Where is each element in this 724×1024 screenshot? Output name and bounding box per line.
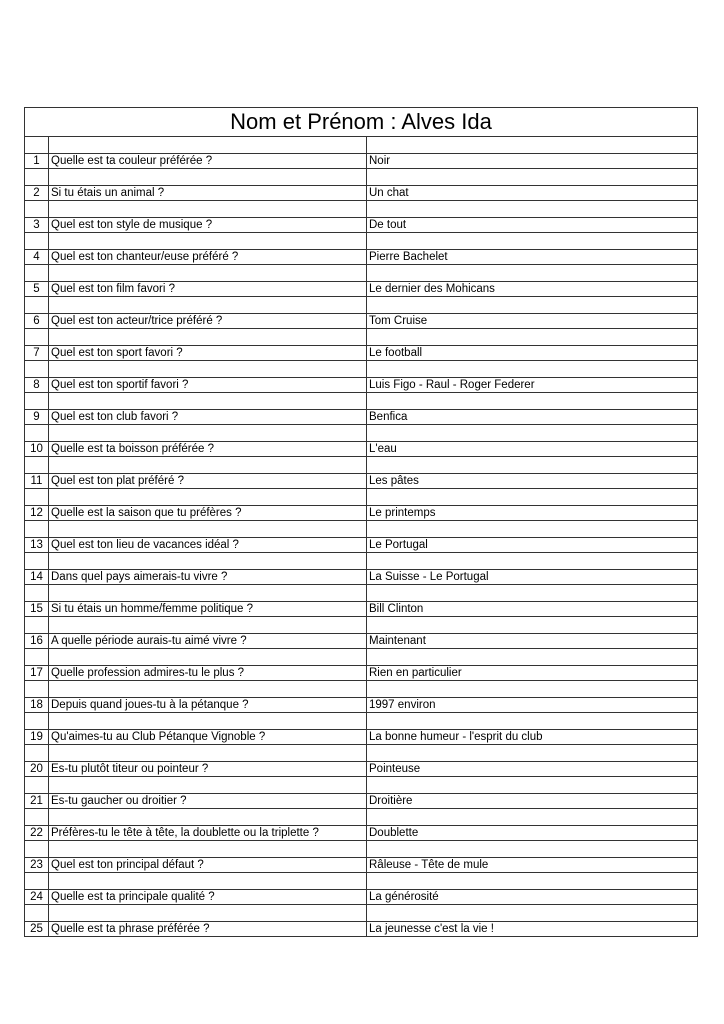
question-text: Si tu étais un animal ? [49,186,367,201]
table-row [25,538,698,553]
table-row [25,922,698,937]
title-row [25,108,698,137]
empty-cell [49,425,367,442]
answer-text: Bill Clinton [367,602,698,617]
answer-text: Maintenant [367,634,698,649]
empty-cell [25,521,49,538]
empty-cell [25,457,49,474]
empty-cell [367,393,698,410]
question-text: Quelle est la saison que tu préfères ? [49,506,367,521]
question-text: Depuis quand joues-tu à la pétanque ? [49,698,367,713]
empty-cell [25,585,49,602]
spacer-row [25,553,698,570]
empty-cell [367,841,698,858]
question-number: 11 [25,474,49,489]
question-text: Préfères-tu le tête à tête, la doublette ou la triplette ? [49,826,367,841]
question-text: Quel est ton club favori ? [49,410,367,425]
empty-cell [49,745,367,762]
answer-text: Noir [367,154,698,169]
answer-text: La Suisse - Le Portugal [367,570,698,585]
question-number: 2 [25,186,49,201]
answer-text: La jeunesse c'est la vie ! [367,922,698,937]
spacer-row [25,233,698,250]
empty-cell [367,297,698,314]
spacer-row [25,521,698,538]
table-row [25,218,698,233]
question-text: Quel est ton principal défaut ? [49,858,367,873]
spacer-row [25,457,698,474]
question-number: 5 [25,282,49,297]
empty-cell [367,489,698,506]
table-row [25,378,698,393]
spacer-row [25,681,698,698]
empty-cell [367,201,698,218]
table-row [25,634,698,649]
empty-cell [25,265,49,282]
table-row [25,314,698,329]
question-text: Quel est ton plat préféré ? [49,474,367,489]
empty-cell [367,457,698,474]
table-row [25,826,698,841]
spacer-row [25,713,698,730]
empty-cell [49,777,367,794]
question-number: 13 [25,538,49,553]
empty-cell [367,873,698,890]
empty-cell [367,233,698,250]
empty-cell [367,361,698,378]
empty-cell [367,329,698,346]
spacer-row [25,841,698,858]
empty-cell [49,265,367,282]
empty-cell [367,617,698,634]
question-text: Quelle est ta boisson préférée ? [49,442,367,457]
answer-text: Tom Cruise [367,314,698,329]
empty-cell [25,361,49,378]
answer-text: De tout [367,218,698,233]
empty-cell [49,201,367,218]
empty-cell [25,137,49,154]
answer-text: Benfica [367,410,698,425]
spacer-row [25,873,698,890]
empty-cell [367,585,698,602]
empty-cell [49,521,367,538]
question-number: 1 [25,154,49,169]
spacer-row [25,649,698,666]
empty-cell [25,553,49,570]
empty-cell [25,169,49,186]
empty-cell [49,329,367,346]
empty-cell [367,905,698,922]
answer-text: Pierre Bachelet [367,250,698,265]
empty-cell [49,905,367,922]
table-row [25,666,698,681]
page-title: Nom et Prénom : Alves Ida [25,108,698,137]
empty-cell [25,329,49,346]
question-number: 8 [25,378,49,393]
table-row [25,410,698,425]
spacer-row [25,777,698,794]
answer-text: L'eau [367,442,698,457]
question-number: 14 [25,570,49,585]
question-text: Quelle est ta principale qualité ? [49,890,367,905]
empty-cell [367,169,698,186]
question-number: 24 [25,890,49,905]
empty-cell [49,137,367,154]
table-row [25,794,698,809]
empty-cell [25,393,49,410]
spacer-row [25,329,698,346]
question-number: 19 [25,730,49,745]
question-text: Quel est ton style de musique ? [49,218,367,233]
question-text: Dans quel pays aimerais-tu vivre ? [49,570,367,585]
answer-text: La bonne humeur - l'esprit du club [367,730,698,745]
table-row [25,890,698,905]
empty-cell [367,649,698,666]
question-number: 4 [25,250,49,265]
answer-text: Doublette [367,826,698,841]
question-number: 17 [25,666,49,681]
answer-text: Râleuse - Tête de mule [367,858,698,873]
question-text: Quel est ton sportif favori ? [49,378,367,393]
question-text: Si tu étais un homme/femme politique ? [49,602,367,617]
questionnaire-table [24,107,698,937]
empty-cell [367,553,698,570]
answer-text: Un chat [367,186,698,201]
empty-cell [25,745,49,762]
answer-text: Les pâtes [367,474,698,489]
spacer-row [25,201,698,218]
empty-cell [367,713,698,730]
table-row [25,442,698,457]
table-row [25,730,698,745]
table-row [25,698,698,713]
question-number: 9 [25,410,49,425]
empty-cell [49,681,367,698]
empty-cell [49,489,367,506]
question-number: 12 [25,506,49,521]
question-number: 18 [25,698,49,713]
question-number: 16 [25,634,49,649]
empty-cell [25,425,49,442]
question-number: 21 [25,794,49,809]
empty-cell [49,169,367,186]
empty-cell [25,617,49,634]
question-number: 15 [25,602,49,617]
question-text: Qu'aimes-tu au Club Pétanque Vignoble ? [49,730,367,745]
spacer-row [25,809,698,826]
question-text: Quel est ton acteur/trice préféré ? [49,314,367,329]
empty-cell [367,809,698,826]
table-row [25,346,698,361]
empty-cell [25,777,49,794]
question-text: Quelle profession admires-tu le plus ? [49,666,367,681]
empty-cell [49,841,367,858]
question-text: Es-tu plutôt titeur ou pointeur ? [49,762,367,777]
table-row [25,250,698,265]
empty-cell [367,265,698,282]
question-number: 6 [25,314,49,329]
table-row [25,282,698,297]
table-row [25,186,698,201]
empty-cell [49,617,367,634]
question-text: Quel est ton chanteur/euse préféré ? [49,250,367,265]
spacer-row [25,393,698,410]
empty-cell [25,297,49,314]
empty-cell [49,809,367,826]
answer-text: Droitière [367,794,698,809]
empty-cell [25,841,49,858]
spacer-row [25,169,698,186]
spacer-row [25,617,698,634]
question-number: 7 [25,346,49,361]
empty-cell [367,681,698,698]
answer-text: Luis Figo - Raul - Roger Federer [367,378,698,393]
empty-cell [49,233,367,250]
empty-cell [25,809,49,826]
spacer-row [25,297,698,314]
empty-cell [25,649,49,666]
question-text: Quel est ton sport favori ? [49,346,367,361]
table-row [25,506,698,521]
table-row [25,474,698,489]
spacer-row [25,585,698,602]
question-number: 3 [25,218,49,233]
table-row [25,570,698,585]
question-number: 25 [25,922,49,937]
table-row [25,602,698,617]
empty-cell [367,137,698,154]
question-text: Es-tu gaucher ou droitier ? [49,794,367,809]
answer-text: Le dernier des Mohicans [367,282,698,297]
answer-text: Le Portugal [367,538,698,553]
empty-cell [25,233,49,250]
empty-cell [25,713,49,730]
answer-text: La générosité [367,890,698,905]
empty-cell [49,361,367,378]
spacer-row [25,425,698,442]
empty-cell [367,777,698,794]
empty-cell [49,553,367,570]
answer-text: 1997 environ [367,698,698,713]
table-row [25,154,698,169]
empty-cell [49,649,367,666]
answer-text: Pointeuse [367,762,698,777]
spacer-row [25,265,698,282]
table-row [25,762,698,777]
answer-text: Le football [367,346,698,361]
empty-cell [367,425,698,442]
empty-cell [49,457,367,474]
question-text: Quelle est ta phrase préférée ? [49,922,367,937]
empty-cell [25,201,49,218]
empty-cell [25,681,49,698]
question-text: Quel est ton film favori ? [49,282,367,297]
spacer-row [25,905,698,922]
spacer-row [25,489,698,506]
empty-cell [25,905,49,922]
question-text: Quel est ton lieu de vacances idéal ? [49,538,367,553]
question-number: 22 [25,826,49,841]
question-number: 20 [25,762,49,777]
empty-cell [25,489,49,506]
empty-cell [367,521,698,538]
spacer-row [25,361,698,378]
answer-text: Le printemps [367,506,698,521]
table-row [25,858,698,873]
answer-text: Rien en particulier [367,666,698,681]
question-text: A quelle période aurais-tu aimé vivre ? [49,634,367,649]
spacer-row [25,137,698,154]
empty-cell [49,713,367,730]
empty-cell [49,873,367,890]
empty-cell [367,745,698,762]
question-text: Quelle est ta couleur préférée ? [49,154,367,169]
question-number: 23 [25,858,49,873]
empty-cell [49,297,367,314]
empty-cell [25,873,49,890]
spacer-row [25,745,698,762]
question-number: 10 [25,442,49,457]
empty-cell [49,393,367,410]
empty-cell [49,585,367,602]
